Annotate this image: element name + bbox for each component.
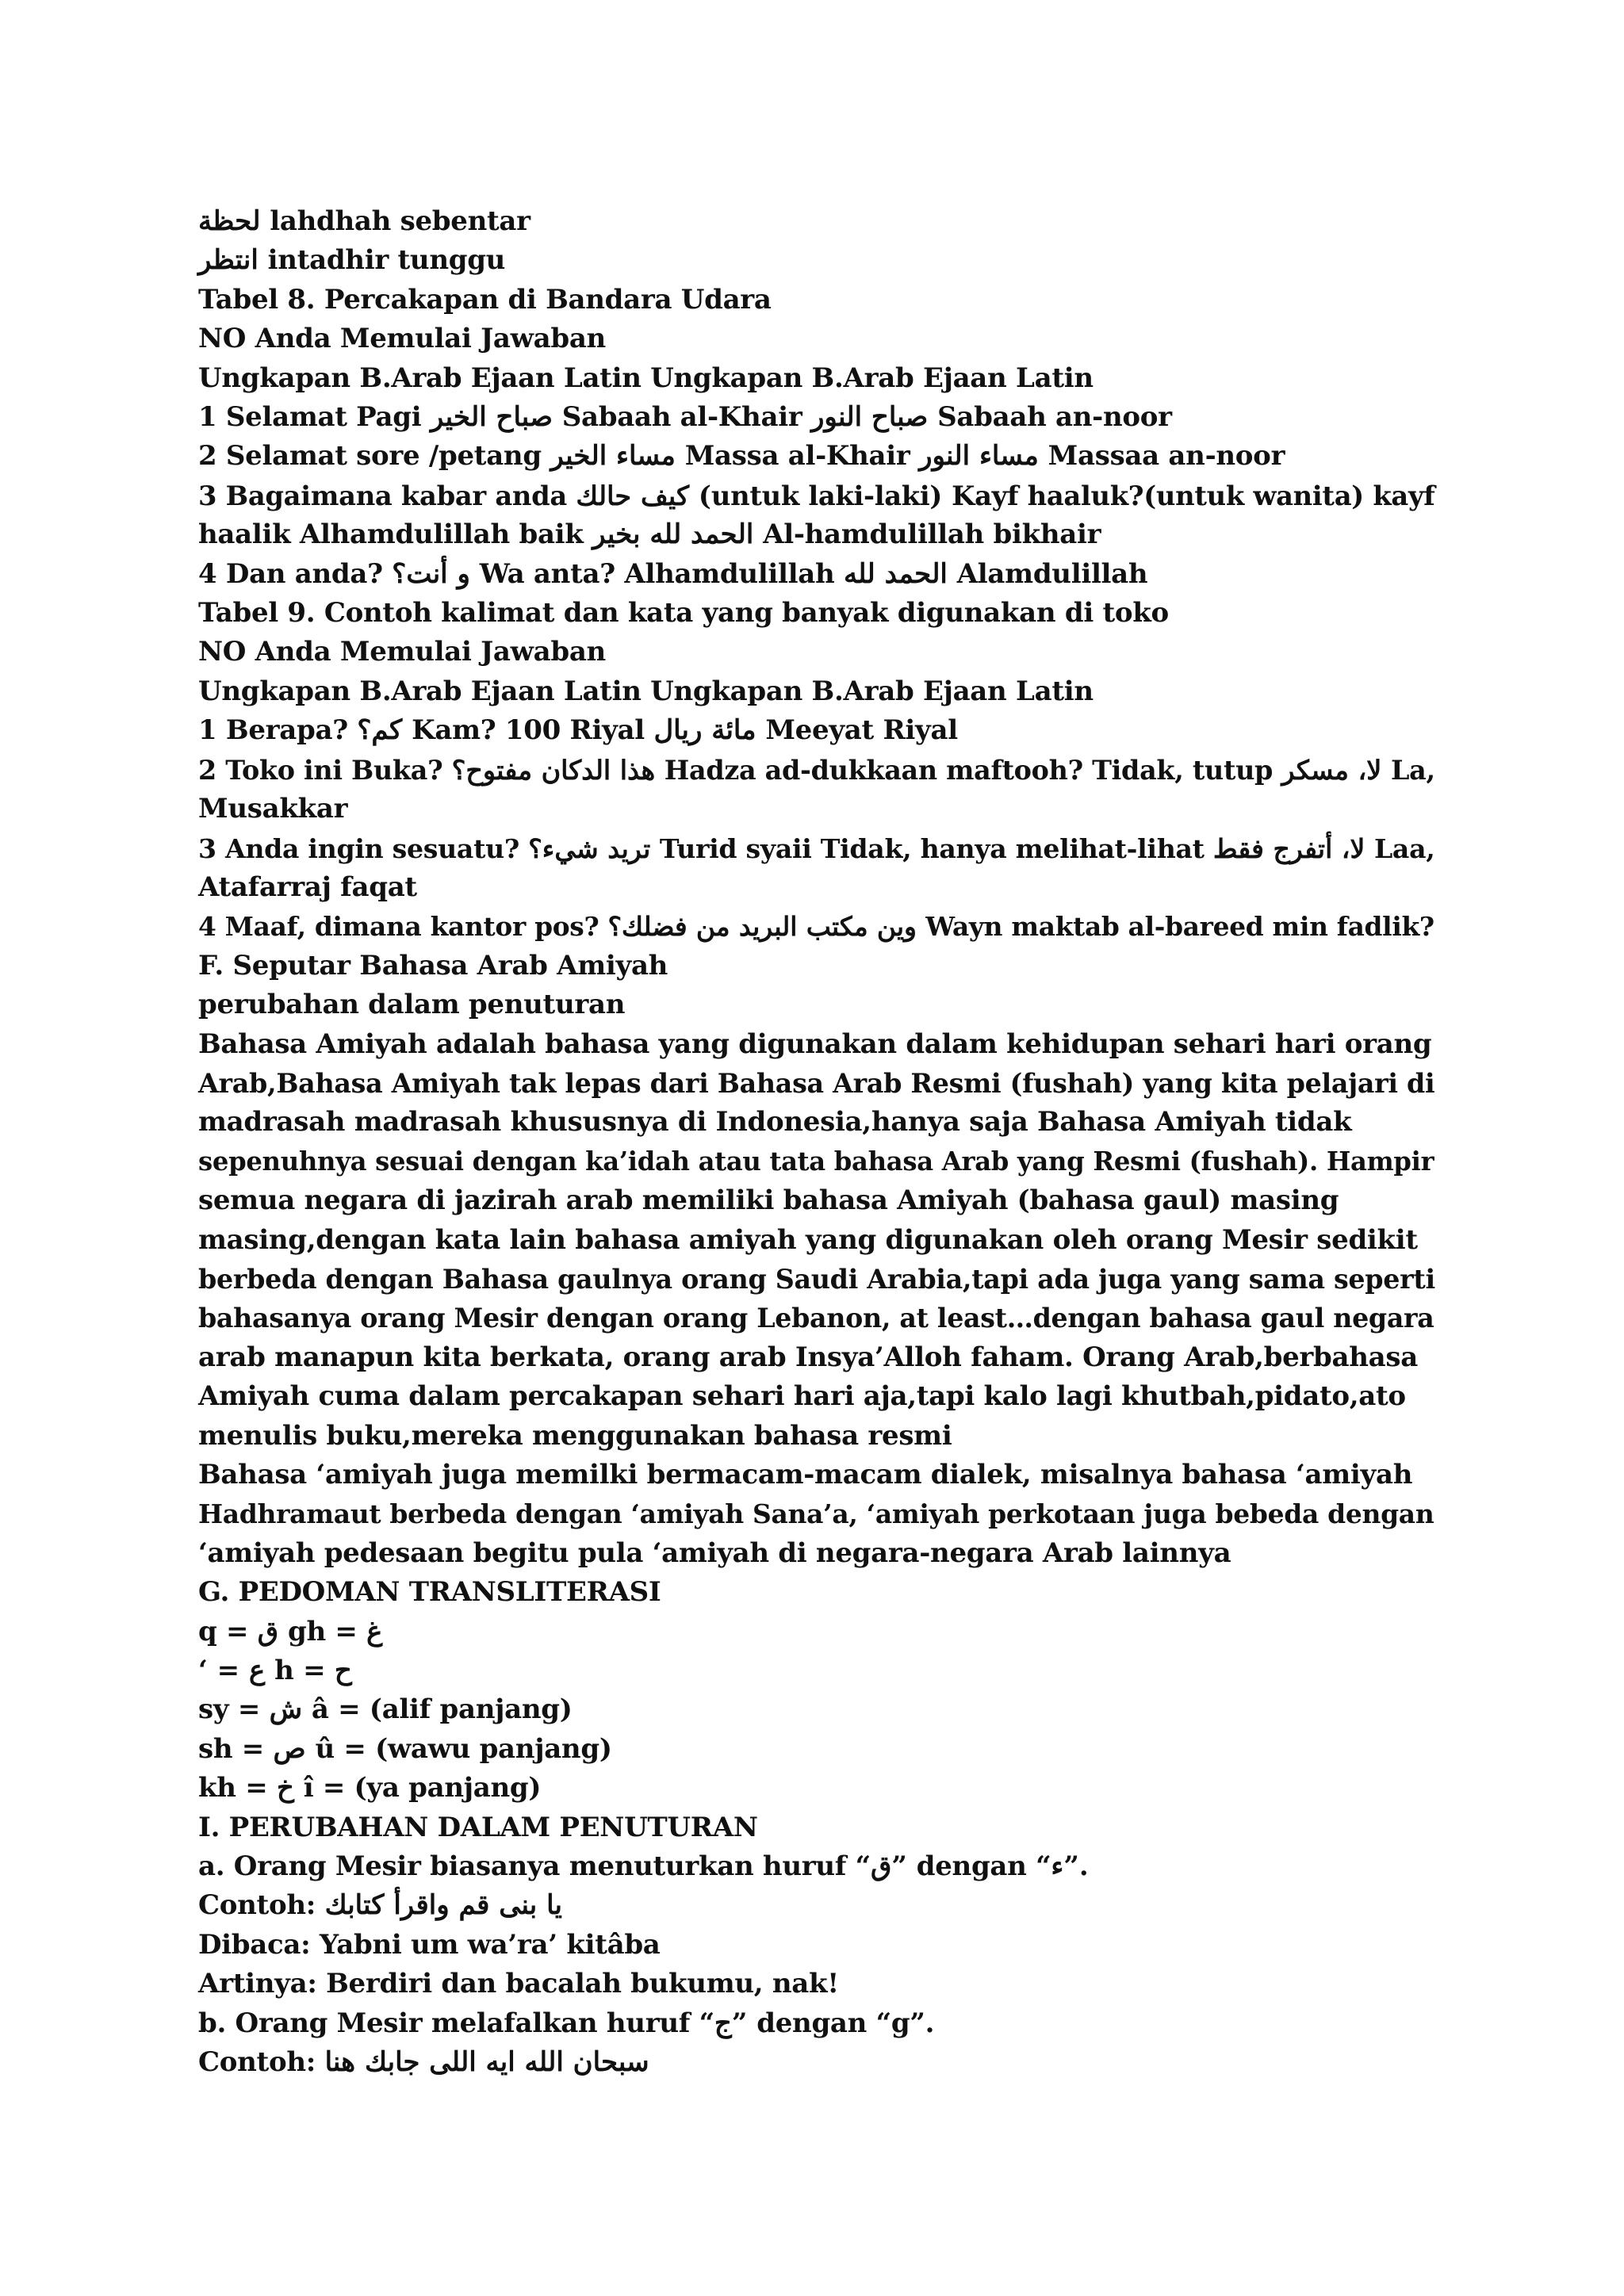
rule-a-example: Contoh: يا بنى قم واقرأ كتابك [198, 1889, 562, 1922]
table-8-row-3-cont: haalik Alhamdulillah baik الحمد لله بخير Al-hamdulillah bikhair [198, 519, 1101, 551]
paragraph-line: menulis buku,mereka menggunakan bahasa resmi [198, 1419, 952, 1452]
transliteration-row: sy = ش â = (alif panjang) [198, 1693, 573, 1726]
transliteration-row: kh = خ î = (ya panjang) [198, 1772, 542, 1804]
paragraph-line: Bahasa ‘amiyah juga memilki bermacam-macam dialek, misalnya bahasa ‘amiyah [198, 1459, 1413, 1490]
table-8-header-row-1: NO Anda Memulai Jawaban [198, 323, 606, 355]
table-9-header-row-1: NO Anda Memulai Jawaban [198, 636, 606, 668]
table-8-row-4: 4 Dan anda? و أنت؟ Wa anta? Alhamdulillah الحمد لله Alamdulillah [198, 557, 1148, 590]
table-8-row-3: 3 Bagaimana kabar anda كيف حالك (untuk laki-laki) Kayf haaluk?(untuk wanita) kayf [198, 479, 1435, 511]
rule-b: b. Orang Mesir melafalkan huruf “ج” dengan “g”. [198, 2007, 935, 2039]
table-8-row-2: 2 Selamat sore /petang مساء الخير Massa al-Khair مساء النور Massaa an-noor [198, 440, 1285, 473]
vocab-line-lahdhah: لحظة lahdhah sebentar [198, 205, 530, 237]
transliteration-row: q = ق gh = غ [198, 1615, 383, 1647]
table-9-title: Tabel 9. Contoh kalimat dan kata yang banyak digunakan di toko [198, 597, 1169, 629]
paragraph-line: Bahasa Amiyah adalah bahasa yang digunakan dalam kehidupan sehari hari orang [198, 1027, 1432, 1060]
section-g-heading: G. PEDOMAN TRANSLITERASI [198, 1576, 661, 1609]
paragraph-line: sepenuhnya sesuai dengan ka’idah atau tata bahasa Arab yang Resmi (fushah). Hampir [198, 1146, 1434, 1177]
transliteration-row: sh = ص û = (wawu panjang) [198, 1732, 612, 1765]
document-page [198, 202, 1435, 2083]
paragraph-line: Amiyah cuma dalam percakapan sehari hari aja,tapi kalo lagi khutbah,pidato,ato [198, 1380, 1406, 1413]
section-i-heading: I. PERUBAHAN DALAM PENUTURAN [198, 1811, 758, 1843]
table-9-row-3-cont: Atafarraj faqat [198, 871, 417, 903]
paragraph-line: Hadhramaut berbeda dengan ‘amiyah Sana’a, ‘amiyah perkotaan juga bebeda dengan [198, 1498, 1434, 1530]
vocab-line-intadhir: انتظر intadhir tunggu [198, 244, 506, 277]
section-f-subheading: perubahan dalam penuturan [198, 989, 626, 1021]
paragraph-line: ‘amiyah pedesaan begitu pula ‘amiyah di negara-negara Arab lainnya [198, 1536, 1231, 1569]
rule-b-example: Contoh: سبحان الله ايه اللى جابك هنا [198, 2046, 649, 2079]
paragraph-line: madrasah madrasah khususnya di Indonesia,hanya saja Bahasa Amiyah tidak [198, 1106, 1352, 1138]
table-9-row-3: 3 Anda ingin sesuatu? تريد شيء؟ Turid syaii Tidak, hanya melihat-lihat لا، أتفرج فقط Laa, [198, 832, 1435, 864]
table-8-row-1: 1 Selamat Pagi صباح الخير Sabaah al-Khair صباح النور Sabaah an-noor [198, 401, 1172, 434]
rule-a-meaning: Artinya: Berdiri dan bacalah bukumu, nak! [198, 1968, 839, 2000]
rule-a-reading: Dibaca: Yabni um wa’ra’ kitâba [198, 1928, 661, 1961]
table-9-row-1: 1 Berapa? كم؟ Kam? 100 Riyal مائة ريال Meeyat Riyal [198, 714, 958, 747]
paragraph-line: Arab,Bahasa Amiyah tak lepas dari Bahasa Arab Resmi (fushah) yang kita pelajari di [198, 1067, 1435, 1099]
table-9-row-2: 2 Toko ini Buka? هذا الدكان مفتوح؟ Hadza ad-dukkaan maftooh? Tidak, tutup لا، مسكر La, [198, 754, 1435, 786]
rule-a: a. Orang Mesir biasanya menuturkan huruf “ق” dengan “ء”. [198, 1850, 1089, 1883]
table-8-header-row-2: Ungkapan B.Arab Ejaan Latin Ungkapan B.Arab Ejaan Latin [198, 362, 1094, 394]
table-8-title: Tabel 8. Percakapan di Bandara Udara [198, 283, 772, 316]
table-9-row-4: 4 Maaf, dimana kantor pos? وين مكتب البريد من فضلك؟ Wayn maktab al-bareed min fadlik? [198, 911, 1434, 943]
transliteration-row: ‘ = ع h = ح [198, 1655, 352, 1687]
paragraph-line: bahasanya orang Mesir dengan orang Lebanon, at least…dengan bahasa gaul negara [198, 1303, 1434, 1334]
paragraph-line: arab manapun kita berkata, orang arab Insya’Alloh faham. Orang Arab,berbahasa [198, 1341, 1418, 1373]
table-9-header-row-2: Ungkapan B.Arab Ejaan Latin Ungkapan B.Arab Ejaan Latin [198, 675, 1094, 707]
table-9-row-2-cont: Musakkar [198, 793, 348, 825]
paragraph-line: masing,dengan kata lain bahasa amiyah yang digunakan oleh orang Mesir sedikit [198, 1223, 1418, 1256]
section-f-heading: F. Seputar Bahasa Arab Amiyah [198, 949, 668, 982]
paragraph-line: semua negara di jazirah arab memiliki bahasa Amiyah (bahasa gaul) masing [198, 1184, 1339, 1217]
paragraph-line: berbeda dengan Bahasa gaulnya orang Saudi Arabia,tapi ada juga yang sama seperti [198, 1263, 1435, 1295]
